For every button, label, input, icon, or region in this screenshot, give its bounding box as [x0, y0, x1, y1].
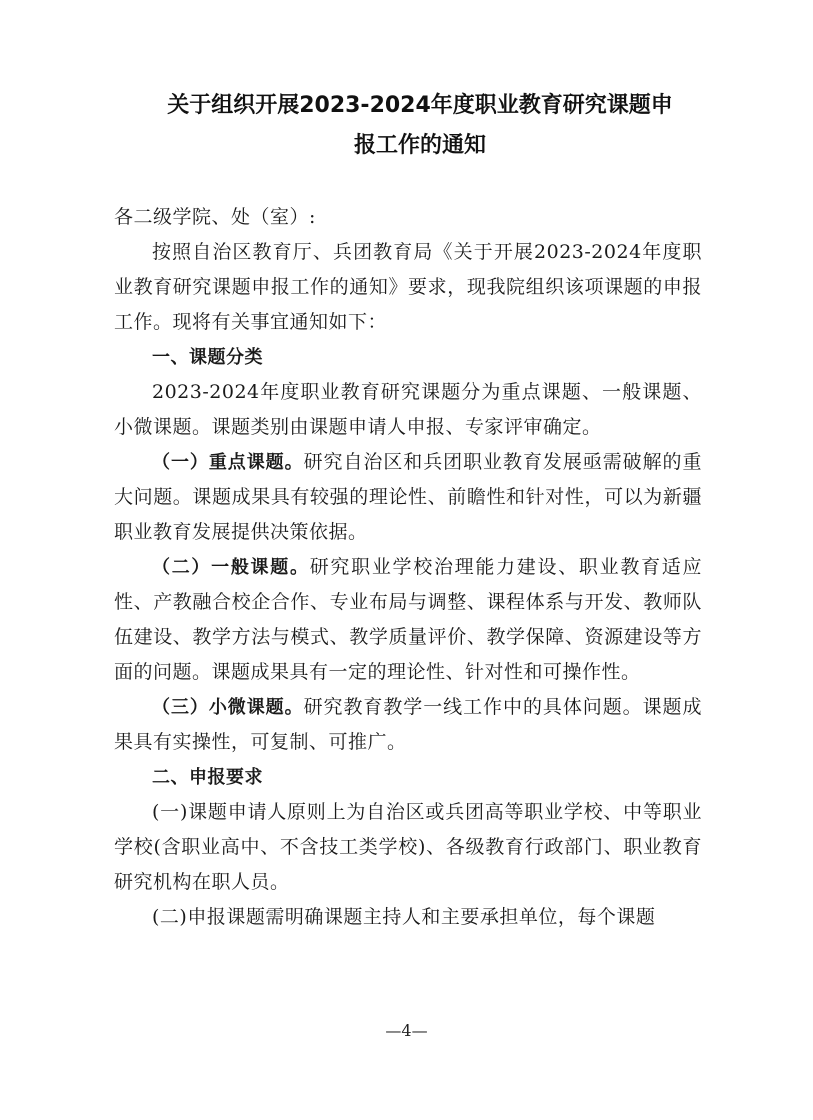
category-item-general-text: 研究职业学校治理能力建设、职业教育适应性、产教融合校企合作、专业布局与调整、课程体系与开发、教师队伍建设、教学方法与模式、教学质量评价、教学保障、资源建设等方面的问题。课题成果具有一定的理论性、针对性和可操作性。 — [114, 556, 702, 683]
category-item-key-lead: （一）重点课题。 — [152, 452, 304, 473]
category-item-micro-lead: （三）小微课题。 — [152, 697, 304, 718]
section-2-heading: 二、申报要求 — [152, 767, 263, 788]
category-item-general-lead: （二）一般课题。 — [152, 557, 310, 578]
section-1-heading: 一、课题分类 — [152, 347, 263, 368]
section-1-paragraph: 2023-2024年度职业教育研究课题分为重点课题、一般课题、小微课题。课题类别由课题申请人申报、专家评审确定。 — [114, 381, 702, 438]
category-item-micro-text: 研究教育教学一线工作中的具体问题。课题成果具有实操性，可复制、可推广。 — [114, 696, 702, 753]
title-line-2: 报工作的通知 — [353, 133, 486, 158]
category-item-key — [114, 445, 702, 550]
category-item-micro — [114, 690, 702, 760]
requirement-item-1: (一)课题申请人原则上为自治区或兵团高等职业学校、中等职业学校(含职业高中、不含技工类学校)、各级教育行政部门、职业教育研究机构在职人员。 — [114, 801, 702, 893]
title-line-1: 关于组织开展2023-2024年度职业教育研究课题申 — [167, 93, 673, 118]
intro-paragraph: 按照自治区教育厅、兵团教育局《关于开展2023-2024年度职业教育研究课题申报工作的通知》要求，现我院组织该项课题的申报工作。现将有关事宜通知如下： — [114, 241, 702, 333]
salutation: 各二级学院、处（室）: — [114, 206, 316, 228]
document-title — [110, 86, 730, 166]
page-number: —4— — [385, 1021, 428, 1040]
document-body — [114, 200, 702, 935]
requirement-item-2: (二)申报课题需明确课题主持人和主要承担单位，每个课题 — [152, 906, 656, 928]
category-item-general — [114, 550, 702, 690]
category-item-key-text: 研究自治区和兵团职业教育发展亟需破解的重大问题。课题成果具有较强的理论性、前瞻性和针对性，可以为新疆职业教育发展提供决策依据。 — [114, 451, 702, 543]
